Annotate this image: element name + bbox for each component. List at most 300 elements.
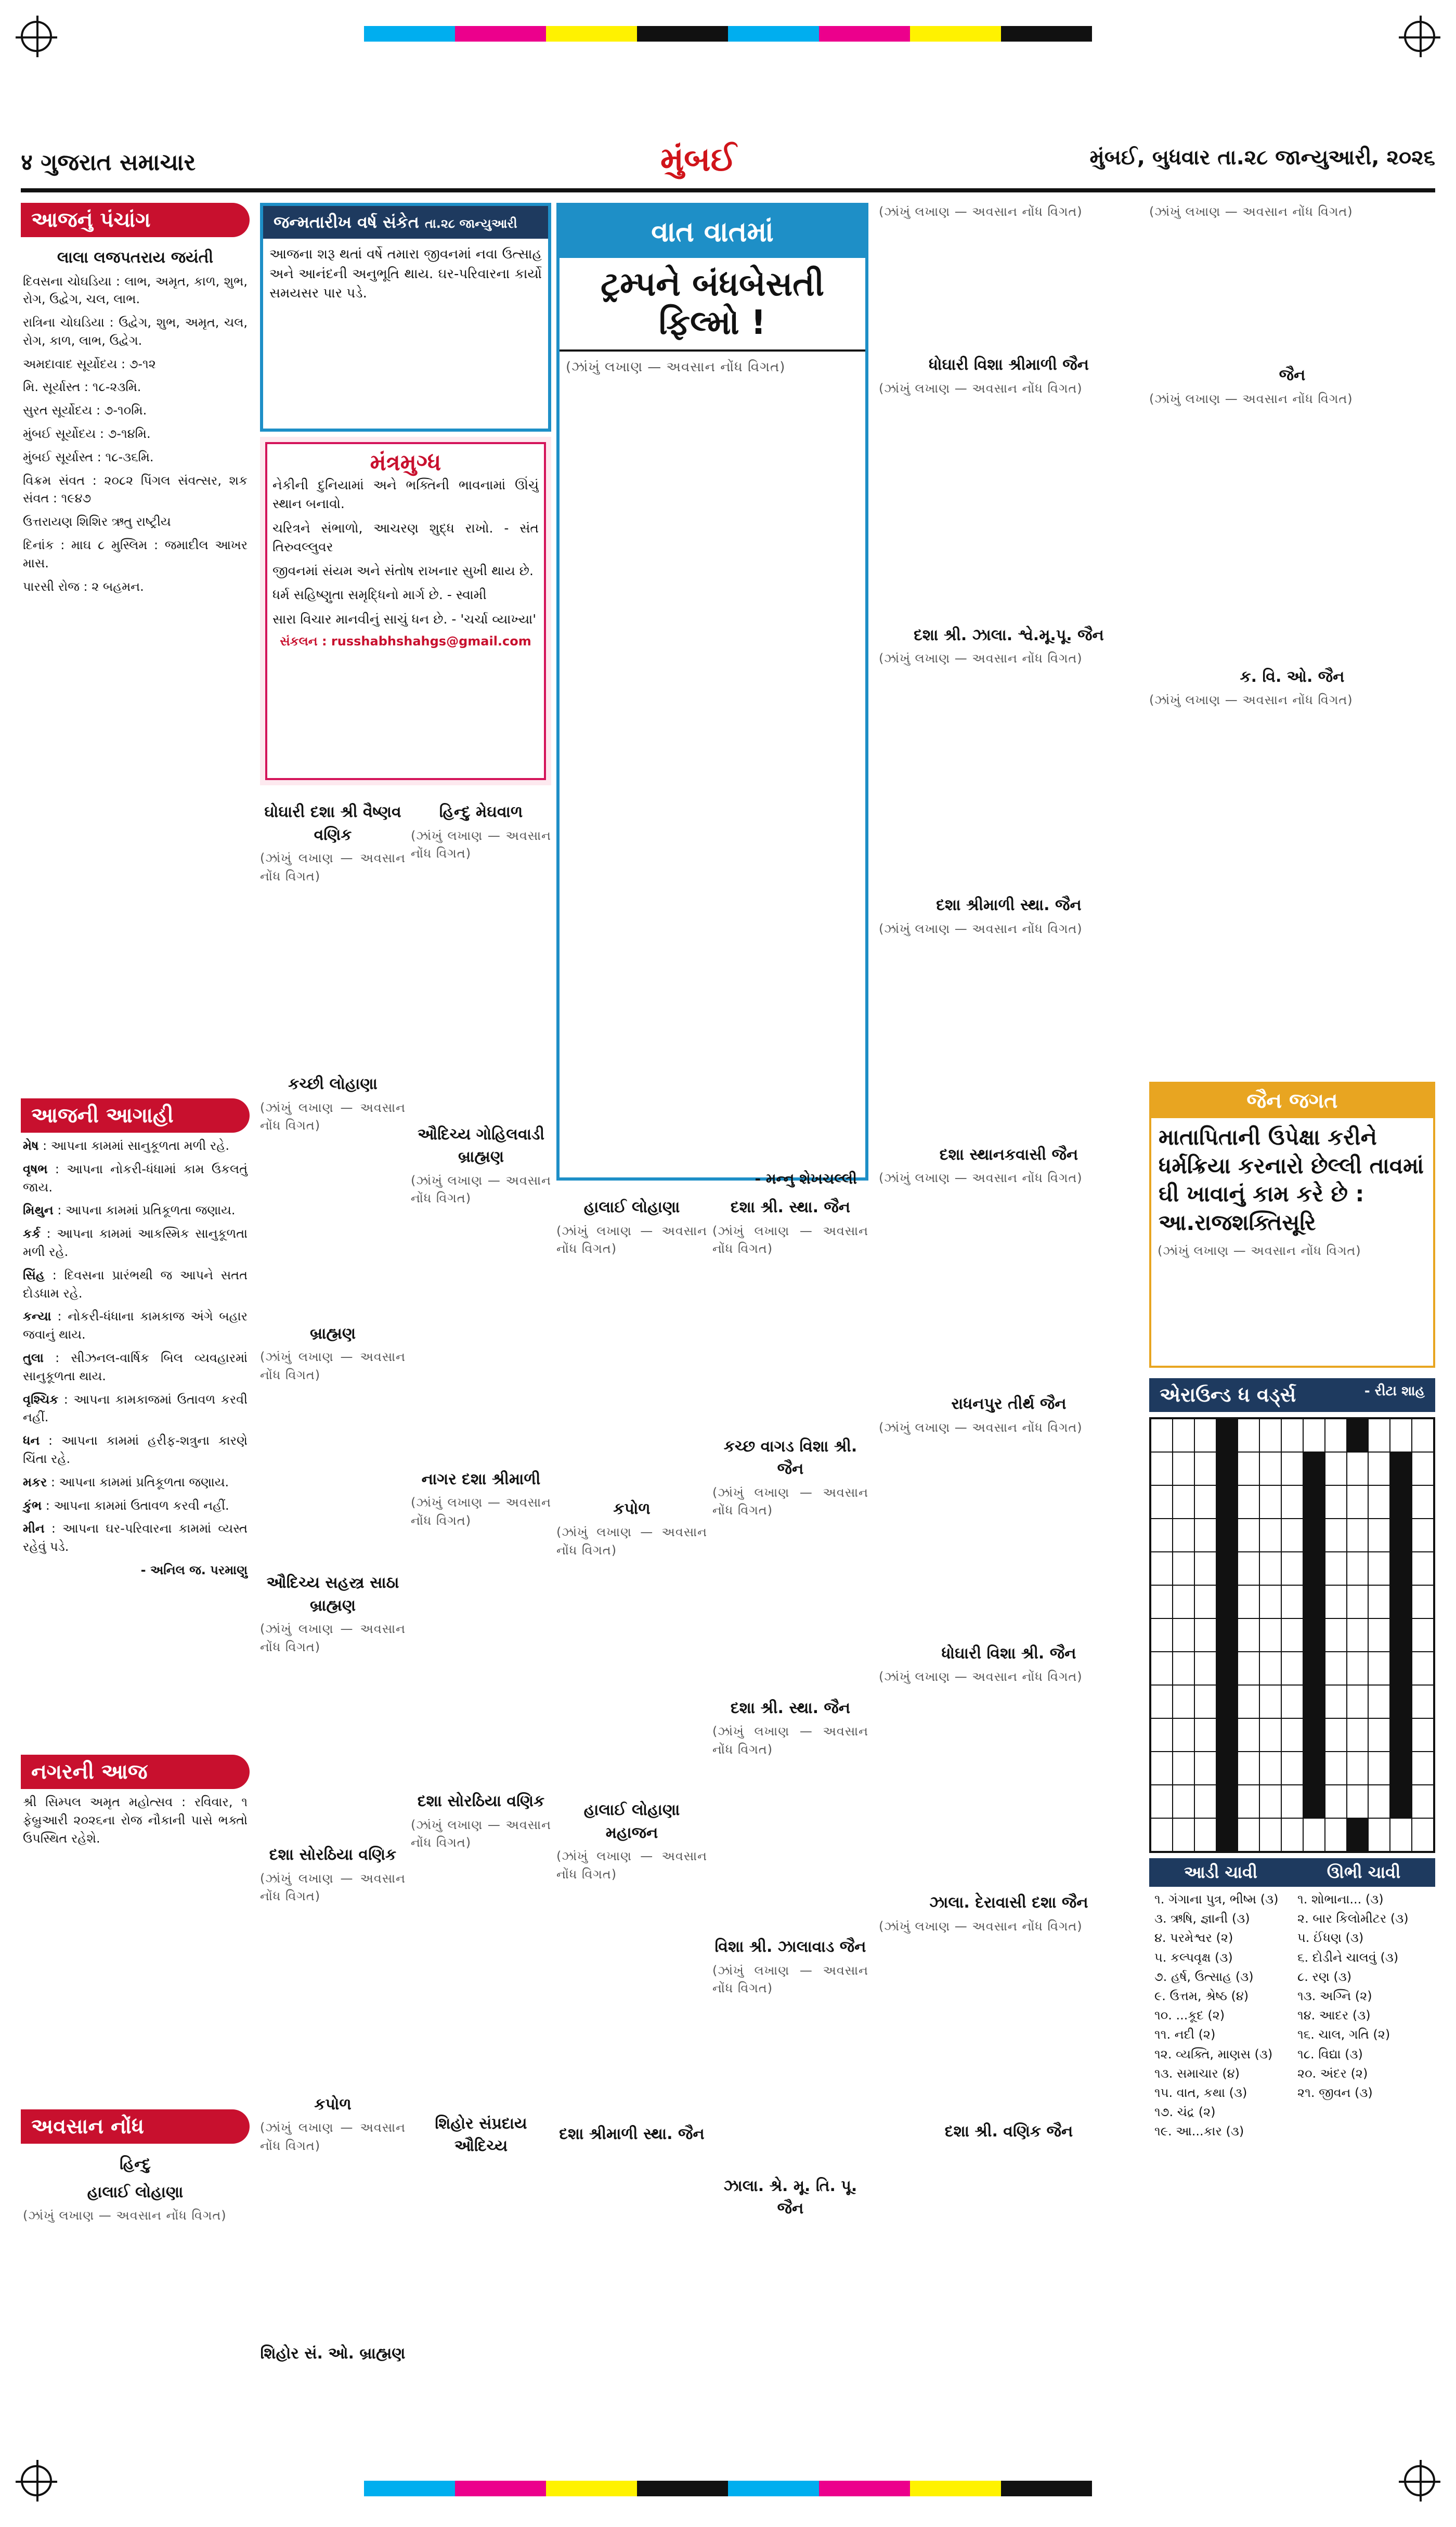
crossword-block	[1303, 1618, 1325, 1652]
crossword-cell[interactable]	[1259, 1452, 1281, 1485]
mantra-inner	[265, 442, 546, 780]
crossword-cell[interactable]	[1412, 1519, 1434, 1552]
obit-caste-heading: કચ્છ વાગડ વિશા શ્રી. જૈન	[723, 1437, 857, 1478]
crossword-cell[interactable]	[1194, 1652, 1216, 1685]
crossword-cell[interactable]	[1259, 1485, 1281, 1519]
crossword-block	[1390, 1485, 1412, 1519]
crossword-cell[interactable]	[1259, 1685, 1281, 1718]
down-list	[1292, 1887, 1435, 2106]
crossword-cell[interactable]	[1412, 1485, 1434, 1519]
crossword-cell[interactable]	[1151, 1485, 1173, 1519]
crossword-cell[interactable]	[1368, 1818, 1390, 1851]
avsan-body	[21, 2144, 250, 2308]
crossword-cell[interactable]	[1173, 1752, 1194, 1785]
obit-column-3	[411, 796, 551, 2455]
obit-caste-heading: દશા શ્રી. ઝાલા. શ્વે.મૂ.પૂ. જૈન	[914, 626, 1104, 644]
color-bar-bottom	[364, 2481, 1092, 2496]
obit-caste-heading: ધોઘારી વિશા શ્રીમાળી જૈન	[928, 356, 1089, 374]
panchang-item: અમદાવાદ સૂર્યોદય : ૭-૧૨	[23, 356, 156, 371]
crossword-cell[interactable]	[1368, 1452, 1390, 1485]
crossword-block	[1390, 1519, 1412, 1552]
crossword-cell[interactable]	[1259, 1585, 1281, 1618]
crossword-cell[interactable]	[1281, 1785, 1303, 1818]
crossword-block	[1303, 1585, 1325, 1618]
crossword-cell[interactable]	[1151, 1752, 1173, 1785]
registration-mark-top-left	[21, 21, 52, 52]
avsan-header: અવસાન નોંધ	[21, 2109, 250, 2144]
crossword-cell[interactable]	[1325, 1818, 1347, 1851]
crossword-cell[interactable]	[1173, 1818, 1194, 1851]
crossword-block	[1390, 1785, 1412, 1818]
clue: ૫. કલ્પવૃક્ષ (૩)	[1154, 1950, 1233, 1965]
obit-caste-heading: દશા સોરઠિયા વણિક	[269, 1846, 397, 1864]
crossword-cell[interactable]	[1238, 1419, 1259, 1452]
crossword-cell[interactable]	[1368, 1519, 1390, 1552]
crossword-cell[interactable]	[1368, 1652, 1390, 1685]
crossword-cell[interactable]	[1347, 1485, 1369, 1519]
obit-caste-heading: દશા શ્રી. સ્થા. જૈન	[730, 1699, 851, 1717]
page-number-and-paper	[21, 146, 196, 177]
section-title: મુંબઈ	[660, 140, 736, 179]
crossword-cell[interactable]	[1259, 1552, 1281, 1585]
panchang-item: મુંબઈ સૂર્યાસ્ત : ૧૮-૩૬મિ.	[23, 449, 154, 464]
obit-caste-heading: દશા શ્રીમાળી સ્થા. જૈન	[936, 896, 1082, 914]
crossword-cell[interactable]	[1194, 1519, 1216, 1552]
jain-text: (ઝાંખું લખાણ — અવસાન નોંધ વિગત)	[1158, 1243, 1361, 1259]
crossword-block	[1216, 1585, 1238, 1618]
crossword-cell[interactable]	[1281, 1552, 1303, 1585]
clue: ૧૭. ચંદ્ર (૨)	[1154, 2105, 1216, 2120]
obit-caste-heading: રાધનપુર તીર્થ જૈન	[951, 1395, 1067, 1413]
clue: ૮. રણ (૩)	[1297, 1969, 1352, 1984]
panchang-item: સુરત સૂર્યોદય : ૭-૧૦મિ.	[23, 403, 147, 418]
crossword-block	[1303, 1452, 1325, 1485]
nagar-header: નગરની આજ	[21, 1755, 250, 1789]
crossword-block	[1216, 1519, 1238, 1552]
obit-text: (ઝાંખું લખાણ — અવસાન નોંધ વિગત)	[411, 1817, 551, 1850]
crossword-cell[interactable]	[1259, 1752, 1281, 1785]
crossword-cell[interactable]	[1368, 1618, 1390, 1652]
clue: ૬. દોડીને ચાલવું (૩)	[1297, 1950, 1399, 1965]
crossword-cell[interactable]	[1325, 1452, 1347, 1485]
crossword-cell[interactable]	[1194, 1419, 1216, 1452]
crossword-cell[interactable]	[1281, 1652, 1303, 1685]
mantra-quote: ધર્મ સહિષ્ણુતા સમૃદ્ધિનો માર્ગ છે. - સ્વામી	[272, 587, 487, 603]
crossword-cell[interactable]	[1325, 1485, 1347, 1519]
panchang-item: દિનાંક : માઘ ૮ મુસ્લિમ : જમાદીલ આખર માસ.	[23, 538, 248, 571]
avsan-sub: હિન્દુ	[120, 2155, 151, 2173]
obit-text: (ઝાંખું લખાણ — અવસાન નોંધ વિગત)	[260, 2120, 406, 2153]
panchang-body	[21, 237, 250, 1098]
crossword-cell[interactable]	[1194, 1552, 1216, 1585]
obit-text: (ઝાંખું લખાણ — અવસાન નોંધ વિગત)	[879, 1669, 1083, 1684]
crossword-block	[1347, 1419, 1369, 1452]
dateline: મુંબઈ, બુધવાર તા.૨૮ જાન્યુઆરી, ૨૦૨૬	[1089, 146, 1435, 170]
crossword-cell[interactable]	[1259, 1785, 1281, 1818]
mantra-box	[260, 437, 551, 785]
obit-text: (ઝાંખું લખાણ — અવસાન નોંધ વિગત)	[23, 2208, 227, 2223]
crossword-cell[interactable]	[1281, 1452, 1303, 1485]
mantra-quote: જીવનમાં સંયમ અને સંતોષ રાખનાર સુખી થાય છે.	[272, 563, 534, 578]
aagahi-sign: ધન : આપના કામમાં હરીફ-શત્રુના કારણે ચિંતા રહે.	[23, 1433, 248, 1466]
crossword-cell[interactable]	[1173, 1785, 1194, 1818]
crossword-cell[interactable]	[1368, 1485, 1390, 1519]
obit-caste-heading: હાલાઈ લોહાણા	[583, 1198, 680, 1216]
crossword-block	[1216, 1685, 1238, 1718]
aagahi-sign: કુંભ : આપના કામમાં ઉતાવળ કરવી નહીં.	[23, 1498, 229, 1513]
crossword-title: એરાઉન્ડ ધ વર્ડ્સ	[1160, 1383, 1296, 1406]
jain-body	[1151, 1242, 1433, 1377]
obit-text: (ઝાંખું લખાણ — અવસાન નોંધ વિગત)	[260, 851, 406, 884]
mantra-quote: સારા વિચાર માનવીનું સાચું ધન છે. - 'ચર્ચા વ્યાખ્યા'	[272, 611, 537, 627]
crossword-cell[interactable]	[1368, 1685, 1390, 1718]
clue: ૯. ઉત્તમ, શ્રેષ્ઠ (૪)	[1154, 1988, 1249, 2003]
crossword-block	[1347, 1818, 1369, 1851]
crossword-cell[interactable]	[1347, 1618, 1369, 1652]
crossword-cell[interactable]	[1325, 1585, 1347, 1618]
panchang-item: મિ. સૂર્યાસ્ત : ૧૮-૨૩મિ.	[23, 380, 141, 395]
clue: ૧૯. આ...કાર (૩)	[1154, 2124, 1244, 2139]
masthead	[21, 135, 1435, 192]
obit-column-7	[1149, 203, 1435, 1077]
crossword-cell[interactable]	[1325, 1752, 1347, 1785]
across-clues	[1149, 1858, 1292, 2144]
crossword-cell[interactable]	[1151, 1818, 1173, 1851]
crossword-cell[interactable]	[1412, 1785, 1434, 1818]
obit-text: (ઝાંખું લખાણ — અવસાન નોંધ વિગત)	[879, 1171, 1083, 1185]
crossword-cell[interactable]	[1151, 1552, 1173, 1585]
crossword-box	[1149, 1378, 1435, 2455]
crossword-cell[interactable]	[1194, 1618, 1216, 1652]
obit-text: (ઝાંખું લખાણ — અવસાન નોંધ વિગત)	[712, 1485, 868, 1518]
jain-band: જૈન જગત	[1151, 1084, 1433, 1118]
obit-column-6	[879, 203, 1139, 2455]
crossword-cell[interactable]	[1390, 1419, 1412, 1452]
paper-name: ગુજરાત સમાચાર	[41, 149, 196, 176]
obit-text: (ઝાંખું લખાણ — અવસાન નોંધ વિગત)	[879, 1919, 1083, 1934]
aagahi-sign: મિથુન : આપના કામમાં પ્રતિકૂળતા જણાય.	[23, 1203, 236, 1218]
crossword-cell[interactable]	[1390, 1818, 1412, 1851]
crossword-cell[interactable]	[1238, 1618, 1259, 1652]
obit-text: (ઝાંખું લખાણ — અવસાન નોંધ વિગત)	[879, 204, 1083, 219]
registration-mark-bottom-right	[1404, 2465, 1435, 2496]
crossword-cell[interactable]	[1238, 1585, 1259, 1618]
crossword-block	[1390, 1652, 1412, 1685]
crossword-cell[interactable]	[1325, 1618, 1347, 1652]
obit-caste-heading: નાગર દશા શ્રીમાળી	[421, 1470, 541, 1488]
crossword-cell[interactable]	[1151, 1519, 1173, 1552]
crossword-cell[interactable]	[1281, 1818, 1303, 1851]
obit-text: (ઝાંખું લખાણ — અવસાન નોંધ વિગત)	[879, 651, 1083, 666]
across-title: આડી ચાવી	[1149, 1858, 1292, 1887]
crossword-cell[interactable]	[1281, 1419, 1303, 1452]
crossword-cell[interactable]	[1412, 1552, 1434, 1585]
obit-text: (ઝાંખું લખાણ — અવસાન નોંધ વિગત)	[411, 828, 551, 861]
crossword-cell[interactable]	[1281, 1685, 1303, 1718]
crossword-cell[interactable]	[1347, 1652, 1369, 1685]
crossword-clues	[1149, 1858, 1435, 2144]
crossword-cell[interactable]	[1194, 1452, 1216, 1485]
obit-text: (ઝાંખું લખાણ — અવસાન નોંધ વિગત)	[712, 1963, 868, 1996]
obit-caste-heading: હાલાઈ લોહાણા મહાજન	[583, 1801, 680, 1842]
crossword-cell[interactable]	[1194, 1752, 1216, 1785]
crossword-cell[interactable]	[1412, 1718, 1434, 1752]
crossword-block	[1303, 1752, 1325, 1785]
crossword-cell[interactable]	[1238, 1818, 1259, 1851]
crossword-cell[interactable]	[1259, 1652, 1281, 1685]
crossword-cell[interactable]	[1173, 1618, 1194, 1652]
crossword-block	[1216, 1718, 1238, 1752]
crossword-cell[interactable]	[1259, 1419, 1281, 1452]
clue: ૧૬. ચાલ, ગતિ (૨)	[1297, 2027, 1390, 2042]
clue: ૨. બાર કિલોમીટર (૩)	[1297, 1911, 1409, 1926]
clue: ૧૧. નદી (૨)	[1154, 2027, 1216, 2042]
crossword-cell[interactable]	[1412, 1652, 1434, 1685]
crossword-cell[interactable]	[1281, 1585, 1303, 1618]
obit-text: (ઝાંખું લખાણ — અવસાન નોંધ વિગત)	[712, 1223, 868, 1256]
obit-caste-heading: વિશા શ્રી. ઝાલાવાડ જૈન	[714, 1938, 866, 1956]
obit-text: (ઝાંખું લખાણ — અવસાન નોંધ વિગત)	[1149, 693, 1353, 707]
crossword-block	[1216, 1552, 1238, 1585]
crossword-cell[interactable]	[1347, 1685, 1369, 1718]
obit-caste-heading: કપોળ	[613, 1499, 651, 1518]
crossword-cell[interactable]	[1259, 1618, 1281, 1652]
crossword-cell[interactable]	[1173, 1452, 1194, 1485]
crossword-cell[interactable]	[1238, 1452, 1259, 1485]
clue: ૧૮. વિદ્યા (૩)	[1297, 2046, 1363, 2062]
obit-text: (ઝાંખું લખાણ — અવસાન નોંધ વિગત)	[712, 1724, 868, 1757]
crossword-cell[interactable]	[1259, 1519, 1281, 1552]
nagar-body	[21, 1789, 250, 2109]
crossword-grid[interactable]	[1149, 1417, 1435, 1853]
crossword-cell[interactable]	[1238, 1718, 1259, 1752]
obit-caste-heading: ધોઘારી વિશા શ્રી. જૈન	[941, 1644, 1076, 1663]
vat-author: - મન્નુ શેખચલ્લી	[755, 1170, 857, 1187]
crossword-cell[interactable]	[1238, 1785, 1259, 1818]
crossword-cell[interactable]	[1325, 1718, 1347, 1752]
mantra-quotes	[272, 476, 539, 634]
crossword-cell[interactable]	[1151, 1685, 1173, 1718]
obit-caste-heading: ઝાલા. દેરાવાસી દશા જૈન	[929, 1894, 1088, 1912]
crossword-cell[interactable]	[1173, 1718, 1194, 1752]
crossword-cell[interactable]	[1412, 1618, 1434, 1652]
masthead-rule	[21, 188, 1435, 192]
crossword-cell[interactable]	[1368, 1419, 1390, 1452]
obit-caste-heading: ઘોઘારી દશા શ્રી વૈષ્ણવ વણિક	[264, 803, 401, 844]
aagahi-sign: વૃશ્ચિક : આપના કામકાજમાં ઉતાવળ કરવી નહીં.	[23, 1392, 248, 1425]
obit-column-2	[260, 796, 406, 2455]
crossword-cell[interactable]	[1238, 1685, 1259, 1718]
crossword-cell[interactable]	[1325, 1552, 1347, 1585]
crossword-cell[interactable]	[1194, 1585, 1216, 1618]
crossword-block	[1216, 1652, 1238, 1685]
crossword-cell[interactable]	[1173, 1419, 1194, 1452]
crossword-cell[interactable]	[1347, 1752, 1369, 1785]
crossword-cell[interactable]	[1281, 1618, 1303, 1652]
aagahi-sign: મેષ : આપના કામમાં સાનુકૂળતા મળી રહે.	[23, 1138, 229, 1153]
crossword-cell[interactable]	[1151, 1419, 1173, 1452]
clue: ૧. શોભાના... (૩)	[1297, 1892, 1384, 1907]
crossword-cell[interactable]	[1259, 1718, 1281, 1752]
crossword-cell[interactable]	[1151, 1585, 1173, 1618]
crossword-cell[interactable]	[1347, 1718, 1369, 1752]
color-bar-top	[364, 26, 1092, 42]
crossword-cell[interactable]	[1238, 1485, 1259, 1519]
obit-text: (ઝાંખું લખાણ — અવસાન નોંધ વિગત)	[1149, 391, 1353, 406]
crossword-cell[interactable]	[1173, 1552, 1194, 1585]
panchang-item: વિક્રમ સંવત : ૨૦૮૨ પિંગલ સંવત્સર, શક સંવત : ૧૯૪૭	[23, 473, 248, 506]
crossword-cell[interactable]	[1173, 1685, 1194, 1718]
obit-caste-heading: કચ્છી લોહાણા	[288, 1075, 378, 1093]
obit-caste-heading: જૈન	[1279, 366, 1306, 384]
crossword-cell[interactable]	[1194, 1485, 1216, 1519]
crossword-cell[interactable]	[1173, 1485, 1194, 1519]
registration-mark-top-right	[1404, 21, 1435, 52]
birthday-text: આજના શરૂ થતાં વર્ષે તમારા જીવનમાં નવા ઉત્સાહ અને આનંદની અનુભૂતિ થાય. ઘર-પરિવારના કાર્યો સમયસર પાર પડે.	[269, 247, 542, 302]
crossword-cell[interactable]	[1281, 1485, 1303, 1519]
obit-text: (ઝાંખું લખાણ — અવસાન નોંધ વિગત)	[260, 1350, 406, 1382]
clue: ૨૧. જીવન (૩)	[1297, 2085, 1373, 2100]
clue: ૨૦. અંદર (૨)	[1297, 2066, 1368, 2081]
crossword-cell[interactable]	[1325, 1419, 1347, 1452]
crossword-cell[interactable]	[1238, 1519, 1259, 1552]
crossword-cell[interactable]	[1151, 1652, 1173, 1685]
vat-band: વાત વાતમાં	[560, 206, 865, 258]
crossword-cell[interactable]	[1238, 1652, 1259, 1685]
crossword-block	[1390, 1685, 1412, 1718]
crossword-cell[interactable]	[1368, 1752, 1390, 1785]
page-number: ४	[21, 149, 33, 176]
crossword-cell[interactable]	[1325, 1519, 1347, 1552]
crossword-block	[1390, 1718, 1412, 1752]
crossword-cell[interactable]	[1259, 1818, 1281, 1851]
crossword-cell[interactable]	[1347, 1452, 1369, 1485]
obit-text: (ઝાંખું લખાણ — અવસાન નોંધ વિગત)	[260, 1622, 406, 1654]
crossword-cell[interactable]	[1347, 1552, 1369, 1585]
crossword-cell[interactable]	[1173, 1519, 1194, 1552]
vat-vatma-box	[556, 203, 868, 1187]
crossword-block	[1216, 1752, 1238, 1785]
down-title: ઊભી ચાવી	[1292, 1858, 1435, 1887]
crossword-block	[1303, 1485, 1325, 1519]
aagahi-header: આજની આગાહી	[21, 1098, 250, 1133]
crossword-cell[interactable]	[1368, 1718, 1390, 1752]
crossword-cell[interactable]	[1368, 1585, 1390, 1618]
aagahi-sign: કર્ક : આપના કામમાં આકસ્મિક સાનુકૂળતા મળી રહે.	[23, 1226, 248, 1259]
aagahi-sign: સિંહ : દિવસના પ્રારંભથી જ આપને સતત દોડધામ રહે.	[23, 1267, 248, 1301]
crossword-cell[interactable]	[1412, 1419, 1434, 1452]
crossword-cell[interactable]	[1194, 1785, 1216, 1818]
obit-caste-heading: દશા સ્થાનકવાસી જૈન	[939, 1145, 1078, 1164]
obit-text: (ઝાંખું લખાણ — અવસાન નોંધ વિગત)	[879, 1420, 1083, 1435]
crossword-cell[interactable]	[1194, 1718, 1216, 1752]
obit-caste-heading: હિન્દુ મેઘવાળ	[439, 803, 523, 821]
across-list	[1149, 1887, 1292, 2144]
crossword-block	[1303, 1652, 1325, 1685]
registration-mark-bottom-left	[21, 2465, 52, 2496]
aagahi-sign: તુલા : સીઝનલ-વાર્ષિક બિલ વ્યવહારમાં સાનુકૂળતા થાય.	[23, 1350, 248, 1383]
crossword-cell[interactable]	[1412, 1685, 1434, 1718]
panchang-item: રાત્રિના ચોઘડિયા : ઉદ્વેગ, શુભ, અમૃત, ચલ, રોગ, કાળ, લાભ, ઉદ્વેગ.	[23, 315, 248, 348]
crossword-cell[interactable]	[1325, 1785, 1347, 1818]
crossword-author: - રીટા શાહ	[1364, 1383, 1425, 1399]
clue: ૧. ગંગાના પુત્ર, ભીષ્મ (૩)	[1154, 1892, 1279, 1907]
crossword-cell[interactable]	[1303, 1818, 1325, 1851]
crossword-cell[interactable]	[1281, 1752, 1303, 1785]
crossword-block	[1303, 1519, 1325, 1552]
crossword-cell[interactable]	[1238, 1752, 1259, 1785]
obit-caste-heading: શિહોર સં. ઓ. બ્રાહ્મણ	[260, 2344, 406, 2363]
panchang-header: આજનું પંચાંગ	[21, 203, 250, 237]
crossword-cell[interactable]	[1347, 1519, 1369, 1552]
panchang-item: દિવસના ચોઘડિયા : લાભ, અમૃત, કાળ, શુભ, રોગ, ઉદ્વેગ, ચલ, લાભ.	[23, 274, 248, 307]
left-column	[21, 203, 250, 2455]
crossword-cell[interactable]	[1238, 1552, 1259, 1585]
crossword-cell[interactable]	[1173, 1652, 1194, 1685]
crossword-block	[1216, 1785, 1238, 1818]
crossword-cell[interactable]	[1281, 1718, 1303, 1752]
crossword-cell[interactable]	[1412, 1585, 1434, 1618]
obit-caste-heading: હાલાઈ લોહાણા	[87, 2183, 184, 2201]
obit-text: (ઝાંખું લખાણ — અવસાન નોંધ વિગત)	[411, 1495, 551, 1528]
crossword-cell[interactable]	[1347, 1785, 1369, 1818]
obit-column-4	[556, 1191, 707, 2455]
crossword-cell[interactable]	[1194, 1685, 1216, 1718]
crossword-block	[1303, 1785, 1325, 1818]
crossword-cell[interactable]	[1368, 1785, 1390, 1818]
clue: ૧૫. વાત, કથા (૩)	[1154, 2085, 1247, 2100]
crossword-block	[1216, 1485, 1238, 1519]
obit-column-5	[712, 1191, 868, 2455]
crossword-cell[interactable]	[1151, 1718, 1173, 1752]
mantra-title: મંત્રમુગ્ધ	[370, 449, 441, 476]
crossword-cell[interactable]	[1194, 1818, 1216, 1851]
crossword-block	[1303, 1718, 1325, 1752]
crossword-cell[interactable]	[1347, 1585, 1369, 1618]
crossword-cell[interactable]	[1281, 1519, 1303, 1552]
obit-caste-heading: શિહોર સંપ્રદાય ઔદિચ્ય	[435, 2114, 527, 2155]
crossword-block	[1390, 1618, 1412, 1652]
clue: ૧૩. સમાચાર (૪)	[1154, 2066, 1240, 2081]
obit-text: (ઝાંખું લખાણ — અવસાન નોંધ વિગત)	[260, 1100, 406, 1133]
crossword-cell[interactable]	[1173, 1585, 1194, 1618]
crossword-cell[interactable]	[1412, 1818, 1434, 1851]
crossword-block	[1390, 1585, 1412, 1618]
obit-text: (ઝાંખું લખાણ — અવસાન નોંધ વિગત)	[879, 921, 1083, 936]
crossword-cell[interactable]	[1325, 1652, 1347, 1685]
obit-caste-heading: દશા શ્રી. સ્થા. જૈન	[730, 1198, 851, 1216]
crossword-cell[interactable]	[1303, 1419, 1325, 1452]
clue: ૧૦. ...કૂદ (૨)	[1154, 2008, 1225, 2023]
jain-headline: માતાપિતાની ઉપેક્ષા કરીને ધર્મક્રિયા કરનારો છેલ્લી તાવમાં ઘી ખાવાનું કામ કરે છે : આ.રાજશક્તિસૂરિ	[1159, 1124, 1424, 1235]
crossword-cell[interactable]	[1151, 1618, 1173, 1652]
crossword-cell[interactable]	[1368, 1552, 1390, 1585]
clue: ૭. હર્ષ, ઉત્સાહ (૩)	[1154, 1969, 1254, 1984]
crossword-block	[1216, 1419, 1238, 1452]
crossword-block	[1303, 1552, 1325, 1585]
vat-headline: ટ્રમ્પને બંધબેસતી ફિલ્મો !	[560, 258, 865, 352]
crossword-cell[interactable]	[1151, 1452, 1173, 1485]
crossword-cell[interactable]	[1412, 1452, 1434, 1485]
obit-caste-heading: કપોળ	[314, 2095, 352, 2114]
crossword-cell[interactable]	[1325, 1685, 1347, 1718]
birthday-box	[260, 203, 551, 432]
crossword-cell[interactable]	[1412, 1752, 1434, 1785]
aagahi-sign: કન્યા : નોકરી-ધંધાના કામકાજ અંગે બહાર જવાનું થાય.	[23, 1309, 248, 1342]
aagahi-sign: મીન : આપના ઘર-પરિવારના કામમાં વ્યસ્ત રહેવું પડે.	[23, 1521, 248, 1554]
crossword-block	[1303, 1685, 1325, 1718]
crossword-cell[interactable]	[1151, 1785, 1173, 1818]
